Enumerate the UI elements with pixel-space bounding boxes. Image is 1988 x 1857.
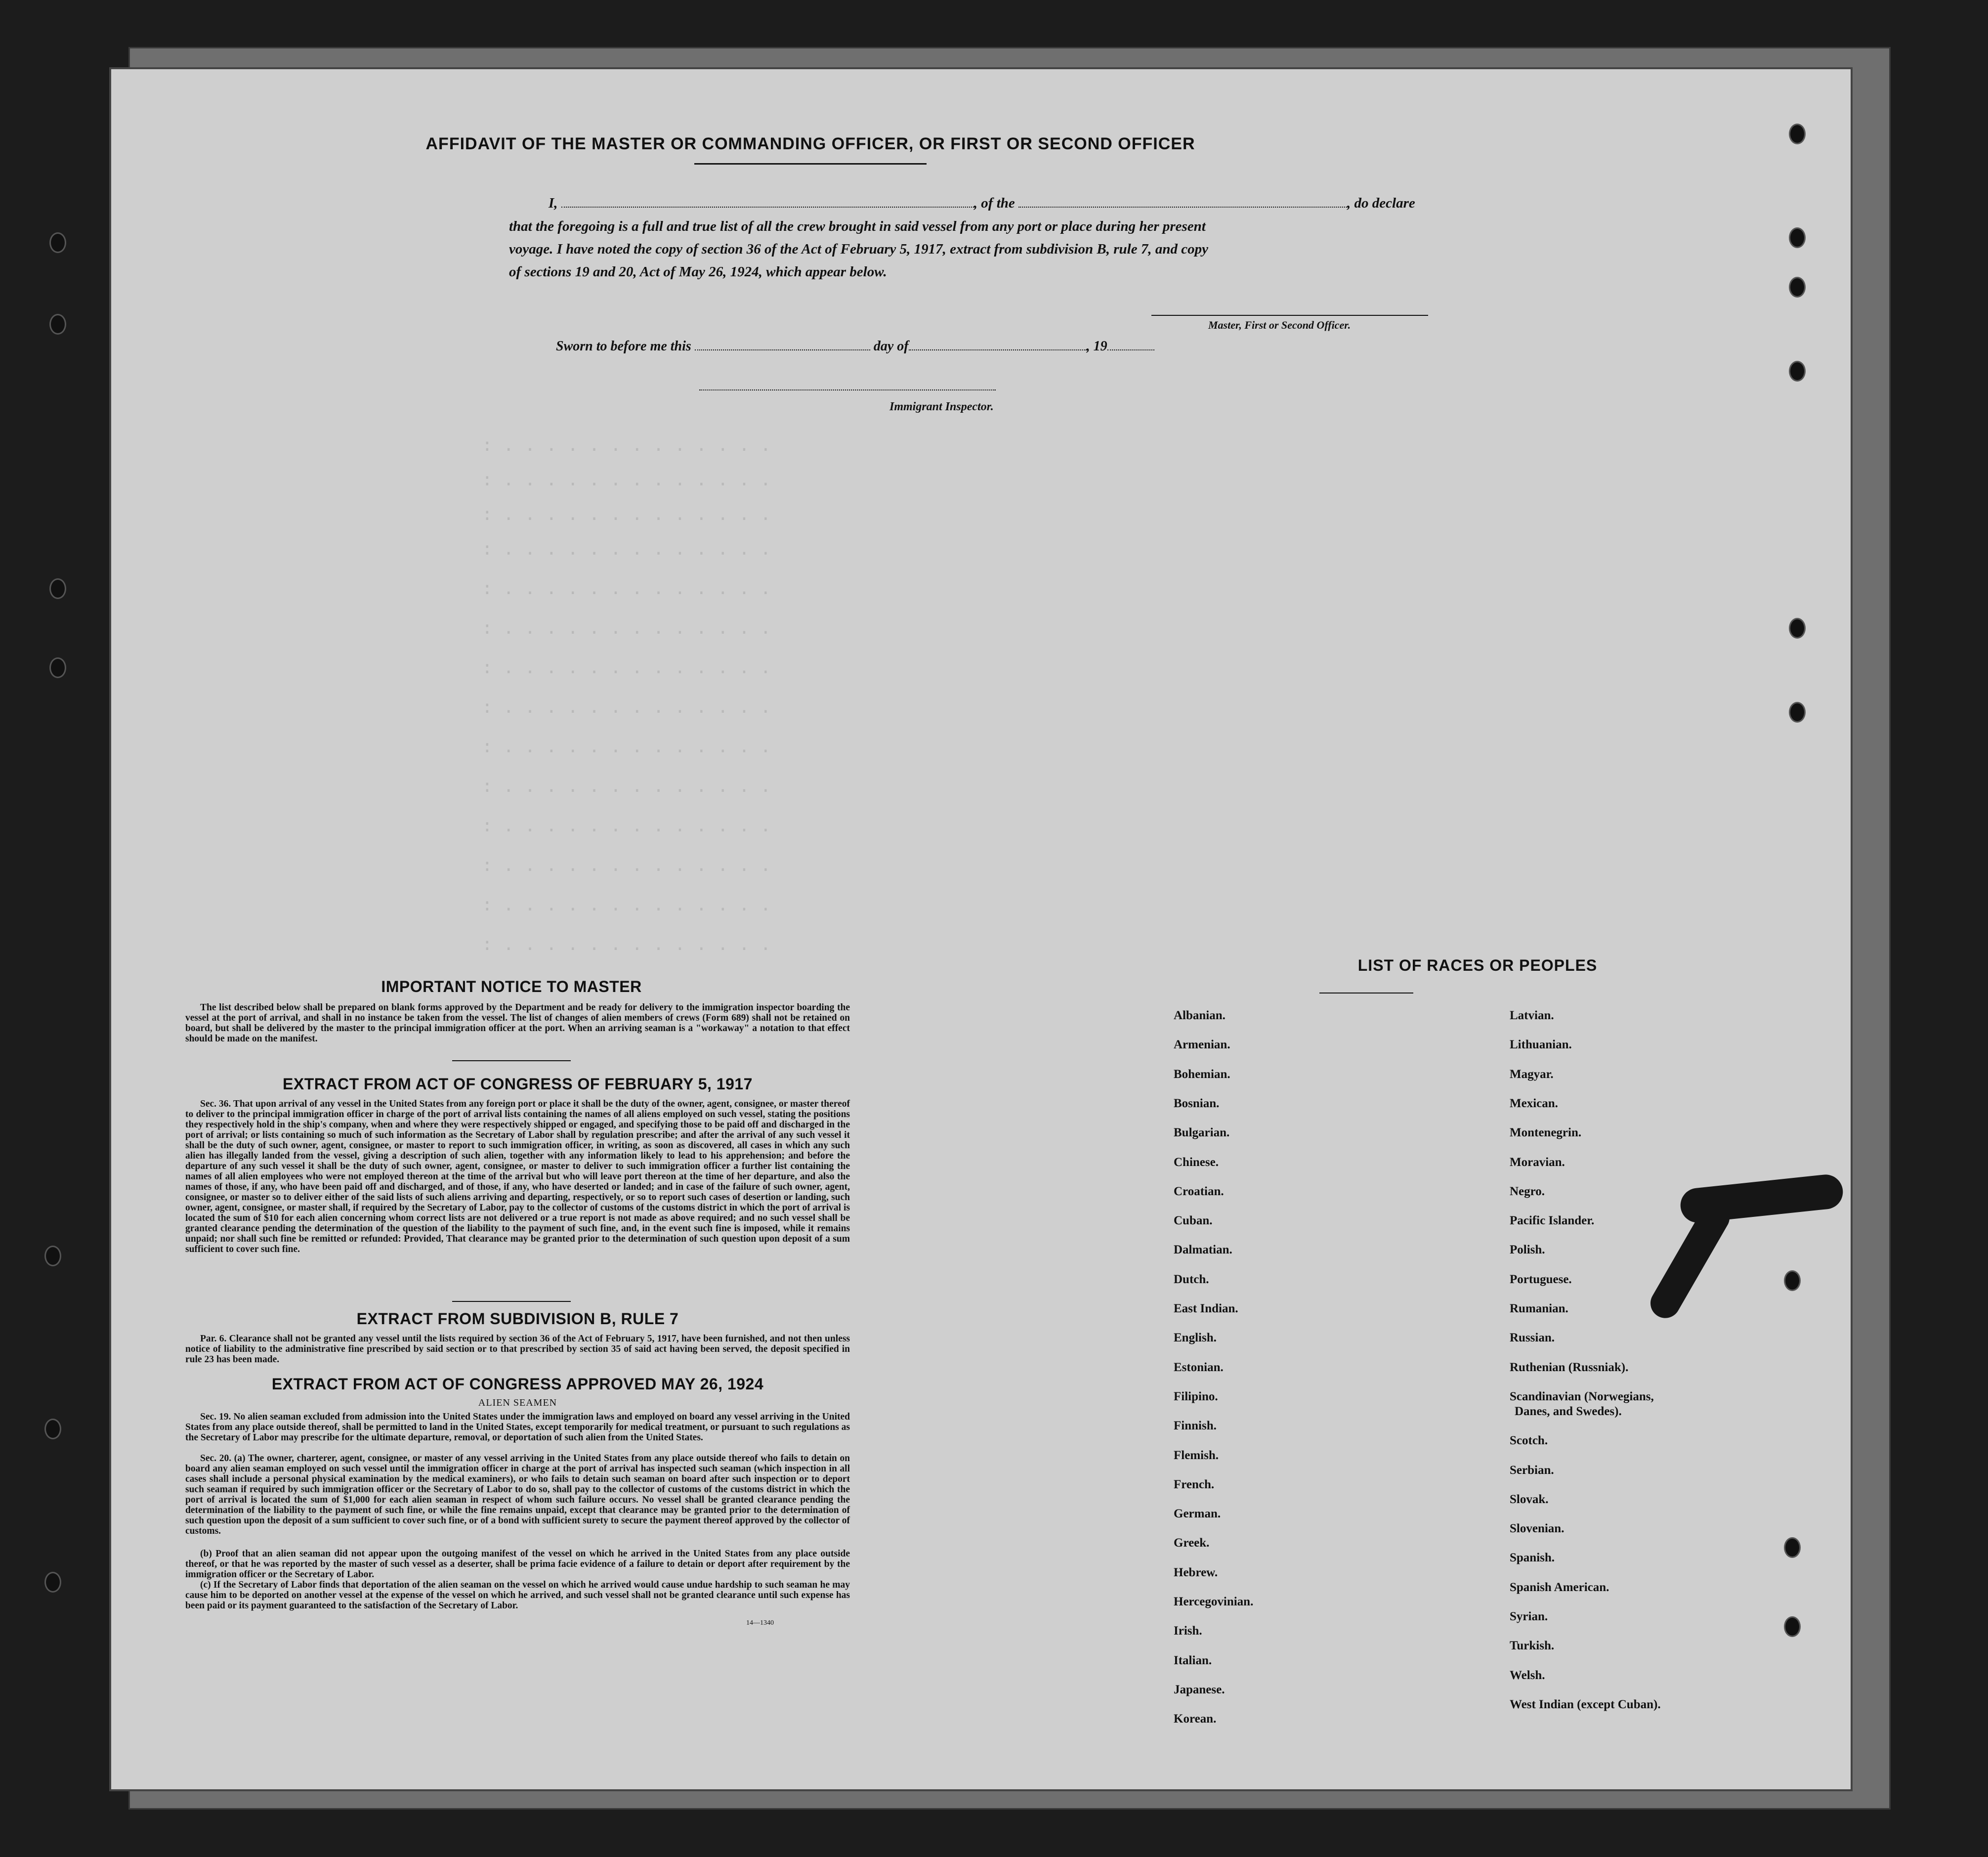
race-item: Chinese. [1174,1155,1219,1169]
race-item: Slovak. [1510,1492,1549,1506]
race-item: Welsh. [1510,1668,1545,1682]
race-item: French. [1174,1477,1215,1491]
race-item: Estonian. [1174,1360,1224,1374]
race-item: Finnish. [1174,1419,1217,1433]
extract-1924-title: EXTRACT FROM ACT OF CONGRESS APPROVED MAY 26, 1924 [271,1375,764,1393]
race-item: Hebrew. [1174,1565,1218,1579]
race-item: Albanian. [1174,1009,1226,1022]
affidavit-line-2: that the foregoing is a full and true list of all the crew brought in said vessel from any port or place during her present [509,218,1206,234]
race-item: Portuguese. [1510,1272,1572,1286]
notice-divider [452,1060,571,1061]
races-title: LIST OF RACES OR PEOPLES [1357,956,1598,974]
race-item: West Indian (except Cuban). [1510,1697,1661,1711]
notice-title: IMPORTANT NOTICE TO MASTER [381,978,642,995]
race-item: Ruthenian (Russniak). [1510,1360,1629,1374]
race-item: Scandinavian (Norwegians, [1510,1389,1654,1403]
sec19-text: Sec. 19. No alien seaman excluded from admission into the United States under the immigration laws and employed on board any vessel arriving in the United States from any place outside thereof, shall be permitted to land in the United States, except temporarily for medical treatment, or pursuant to such regulations as the Secretary of Labor may prescribe for the ultimate departure, removal, or deportation of such alien from the United States. [185,1412,850,1443]
affidavit-line-1 [549,195,1415,212]
extract-1924-subtitle: ALIEN SEAMEN [478,1397,557,1408]
sec20a-text: Sec. 20. (a) The owner, charterer, agent, consignee, or master of any vessel arriving in the United States from any place outside thereof who fails to detain on board any alien seaman employed on such vessel until the immigration officer in charge at the port of arrival has inspected such seaman (which inspection in all cases shall include a personal physical examination by the medical examiners), or who fails to detain such seaman on board after such inspection or to deport such seaman if required by such immigration officer or the Secretary of Labor to do so, shall pay to the collector of customs of the customs district in which the port of arrival is located the sum of $1,000 for each alien seaman in respect of whom such failure occurs. No vessel shall be granted clearance pending the determination of the liability to the payment of such fine, or while the fine remains unpaid, except that clearance may be granted prior to the determination of such question upon the deposit of a sum sufficient to cover such fine, or of a bond with sufficient surety to secure the payment thereof approved by the collector of customs. [185,1453,850,1536]
race-item: Irish. [1174,1624,1202,1638]
race-item: Rumanian. [1510,1302,1568,1315]
sworn-day-label: day of [873,339,909,354]
extract-1917-title: EXTRACT FROM ACT OF CONGRESS OF FEBRUARY 5, 1917 [283,1075,753,1093]
race-item: Dalmatian. [1174,1243,1232,1257]
race-item: Scotch. [1510,1434,1548,1448]
race-item: Montenegrin. [1510,1126,1582,1140]
race-item: Bosnian. [1174,1096,1220,1110]
race-item: Moravian. [1510,1155,1565,1169]
master-signature-line[interactable] [1151,315,1428,316]
race-item: East Indian. [1174,1302,1238,1315]
affidavit-line-4: of sections 19 and 20, Act of May 26, 1924, which appear below. [509,264,887,280]
race-item: Cuban. [1174,1214,1213,1228]
extract-1917-divider [452,1301,571,1302]
race-item: Japanese. [1174,1683,1225,1696]
race-item: Spanish. [1510,1551,1555,1565]
race-item: Lithuanian. [1510,1038,1572,1052]
race-item: Pacific Islander. [1510,1214,1595,1228]
affidavit-line1-start: I, [549,195,558,211]
race-item: Greek. [1174,1536,1210,1550]
race-item: Latvian. [1510,1009,1554,1022]
race-item: Syrian. [1510,1610,1548,1623]
race-item: Bulgarian. [1174,1126,1230,1140]
race-item: Magyar. [1510,1067,1554,1081]
race-item: Bohemian. [1174,1067,1230,1081]
inspector-signature-line[interactable] [699,389,996,390]
document-page: : . . . . . . . . . . . . . : . . . . . . . . . . . . . : . . . . . . . . . . . . . : . . . . . . . . . . . . . : . . . . . . . . . . . . . : . . . . . . . . . . . . . : . . . . . . . . . . . . . : . . . . . . . . . . . . . : . . . . . . . . . . . . . : . . . . . . . . . . . . . : . . . . . . . . . . . . . : . . . . . . . . . . . . . : . . . . . . . . . . . . . : . . . . . . . . . . . . . AFFIDAVIT OF THE MASTER OR COMMANDING OFFICER, OR FIRST OR SECOND OFFICER I, , of the , do declare that the foregoing is a full and true list of all the crew brought in said vessel from any port or place during her present voyage. I have noted the copy of section 36 of the Act of February 5, 1917, extract from subdivision B, rule 7, and copy of sections 19 and 20, Act of May 26, 1924, which appear below. Master, First or Second Officer. Sworn to before me this day of , 19 Immigrant Inspector. IMPORTANT NOTICE TO MASTER The list described below shall be prepared on blank forms approved by the Department and be ready for delivery to the immigration inspector boarding the vessel at the port of arrival, and shall in no instance be taken from the vessel. The list of changes of alien members of crews (Form 689) shall not be retained on board, but shall be delivered by the master to the principal immigration officer at the port. When an arriving seaman is a "workaway" a notation to that effect should be made on the manifest. EXTRACT FROM ACT OF CONGRESS OF FEBRUARY 5, 1917 Sec. 36. That upon arrival of any vessel in the United States from any foreign port or place it shall be the duty of the owner, agent, consignee, or master thereof to deliver to the principal immigration officer in charge of the port of arrival lists containing the names of all aliens employed on such vessel, stating the positions they respectively hold in the ship's company, when and where they were respectively shipped or engaged, and specifying those to be paid off and discharged in the port of arrival; or lists containing so much of such information as the Secretary of Labor shall by regulation prescribe; and after the arrival of any such vessel it shall be the duty of such owner, agent, consignee, or master to report to such immigration officer, in writing, as soon as discovered, all cases in which any such alien has illegally landed from the vessel, giving a description of such alien, together with any information likely to lead to his apprehension; and before the departure of any such vessel it shall be the duty of such owner, agent, consignee, or master to deliver to such immigration officer a further list containing the names of all alien employees who were not employed thereon at the time of the arrival but who will leave port thereon at the time of her departure, and also the names of those, if any, who have been paid off and discharged, and of those, if any, who have deserted or landed; and in case of the failure of such owner, agent, consignee, or master so to deliver either of the said lists of such aliens arriving and departing, respectively, or so to report such cases of desertion or landing, such owner, agent, consignee, or master shall, if required by the Secretary of Labor, pay to the collector of customs of the customs district in which the port of arrival is located the sum of $10 for each alien concerning whom correct lists are not delivered or a true report is not made as above required; and no such vessel shall be granted clearance pending the determination of the question of the liability to the payment of such fine, and, in the event such fine is imposed, while it remains unpaid; nor shall such fine be remitted or refunded: Provided, That clearance may be granted prior to the determination of such question upon deposit of a sum sufficient to cover such fine. EXTRACT FROM SUBDIVISION B, RULE 7 Par. 6. Clearance shall not be granted any vessel until the lists required by section 36 of the Act of February 5, 1917, have been furnished, and not then unless notice of liability to the administrative fine prescribed by said section or to that prescribed by section 35 of said act having been served, the deposit specified in rule 23 has been made. EXTRACT FROM ACT OF CONGRESS APPROVED MAY 26, 1924 ALIEN SEAMEN Sec. 19. No alien seaman excluded from admission into the United States under the immigration laws and employed on board any vessel arriving in the United States from any place outside thereof, shall be permitted to land in the United States, except temporarily for medical treatment, or pursuant to such regulations as the Secretary of Labor may prescribe for the ultimate departure, removal, or deportation of such alien from the United States. Sec. 20. (a) The owner, charterer, agent, consignee, or master of any vessel arriving in the United States from any place outside thereof who fails to detain on board any alien seaman employed on such vessel until the immigration officer in charge at the port of arrival has inspected such seaman (which inspection in all cases shall include a personal physical examination by the medical examiners), or who fails to detain such seaman on board after such inspection or to deport such seaman if required by such immigration officer or the Secretary of Labor to do so, shall pay to the collector of customs of the customs district in which the port of arrival is located the sum of $1,000 for each alien seaman in respect of whom such failure occurs. No vessel shall be granted clearance pending the determination of the liability to the payment of such fine, or while the fine remains unpaid, except that clearance may be granted prior to the determination of such question upon the deposit of a sum sufficient to cover such fine, or of a bond with sufficient surety to secure the payment thereof approved by the collector of customs. (b) Proof that an alien seaman did not appear upon the outgoing manifest of the vessel on which he arrived in the United States from any place outside thereof, or that he was reported by the master of such vessel as a deserter, shall be prima facie evidence of a failure to detain or deport after requirement by the immigration officer or the Secretary of Labor. (c) If the Secretary of Labor finds that deportation of the alien seaman on the vessel on which he arrived would cause undue hardship to such seaman he may cause him to be deported on another vessel at the expense of the vessel on which he arrived, and such vessel shall not be granted clearance until such expense has been paid or its payment guaranteed to the satisfaction of the Secretary of Labor. 14—1340 LIST OF RACES OR PEOPLES Albanian. Armenian. Bohemian. Bosnian. Bulgarian. Chinese. Croatian. Cuban. Dalmatian. Dutch. East Indian. English. Estonian. Filipino. Finnish. Flemish. French. German. Greek. Hebrew. Hercegovinian. Irish. Italian. Japanese. Korean. Latvian. Lithuanian. Magyar. Mexican. Montenegrin. Moravian. Negro. Pacific Islander. Polish. Portuguese. Rumanian. Russian. Ruthenian (Russniak). Scandinavian (Norwegians, Danes, and Swedes). Scotch. Serbian. Slovak. Slovenian. Spanish. Spanish American. Syrian. Turkish. Welsh. West Indian (except Cuban). [111,69,1851,1789]
inspector-label: Immigrant Inspector. [889,400,994,413]
sec20b-text: (b) Proof that an alien seaman did not appear upon the outgoing manifest of the vessel on which he arrived in the United States from any place outside thereof, or that he was reported by the master of such vessel as a deserter, shall be prima facie evidence of a failure to detain or deport after requirement by the immigration officer or the Secretary of Labor. [185,1549,850,1580]
race-item: Hercegovinian. [1174,1595,1254,1608]
race-item: Korean. [1174,1712,1217,1726]
race-item: Negro. [1510,1184,1545,1198]
affidavit-line1-end: , do declare [1347,195,1415,211]
race-item: Serbian. [1510,1463,1554,1477]
race-item: Mexican. [1510,1096,1558,1110]
race-item: Italian. [1174,1653,1212,1667]
sworn-year-label: , 19 [1086,339,1107,354]
race-item: Spanish American. [1510,1580,1609,1594]
sworn-day-field[interactable] [695,349,870,350]
extract-1917-text: Sec. 36. That upon arrival of any vessel in the United States from any foreign port or place it shall be the duty of the owner, agent, consignee, or master thereof to deliver to the principal immigration officer in charge of the port of arrival lists containing the names of all aliens employed on such vessel, stating the positions they respectively hold in the ship's company, when and where they were respectively shipped or engaged, and specifying those to be paid off and discharged in the port of arrival; or lists containing so much of such information as the Secretary of Labor shall by regulation prescribe; and after the arrival of any such vessel it shall be the duty of such owner, agent, consignee, or master to report to such immigration officer, in writing, as soon as discovered, all cases in which any such alien has illegally landed from the vessel, giving a description of such alien, together with any information likely to lead to his apprehension; and before the departure of any such vessel it shall be the duty of such owner, agent, consignee, or master to deliver to such immigration officer a further list containing the names of all alien employees who were not employed thereon at the time of the arrival but who will leave port thereon at the time of her departure, and also the names of those, if any, who have been paid off and discharged, and of those, if any, who have deserted or landed; and in case of the failure of such owner, agent, consignee, or master so to deliver either of the said lists of such aliens arriving and departing, respectively, or so to report such cases of desertion or landing, such owner, agent, consignee, or master shall, if required by the Secretary of Labor, pay to the collector of customs of the customs district in which the port of arrival is located the sum of $10 for each alien concerning whom correct lists are not delivered or a true report is not made as above required; and no such vessel shall be granted clearance pending the determination of the question of the liability to the payment of such fine, and, in the event such fine is imposed, while it remains unpaid; nor shall such fine be remitted or refunded: Provided, That clearance may be granted prior to the determination of such question upon deposit of a sum sufficient to cover such fine. [185,1099,850,1254]
sec20c-text: (c) If the Secretary of Labor finds that deportation of the alien seaman on the vessel on which he arrived would cause undue hardship to such seaman he may cause him to be deported on another vessel at the expense of the vessel on which he arrived, and such vessel shall not be granted clearance until such expense has been paid or its payment guaranteed to the satisfaction of the Secretary of Labor. [185,1580,850,1611]
sworn-prefix: Sworn to before me this [556,339,691,354]
race-item: Flemish. [1174,1448,1219,1462]
master-label: Master, First or Second Officer. [1208,319,1351,331]
affidavit-title: AFFIDAVIT OF THE MASTER OR COMMANDING OFFICER, OR FIRST OR SECOND OFFICER [425,134,1195,153]
race-item: Slovenian. [1510,1522,1565,1536]
race-item: Armenian. [1174,1038,1230,1052]
notice-text: The list described below shall be prepared on blank forms approved by the Department and be ready for delivery to the immigration inspector boarding the vessel at the port of arrival, and shall in no instance be taken from the vessel. The list of changes of alien members of crews (Form 689) shall not be retained on board, but shall be delivered by the master to the principal immigration officer at the port. When an arriving seaman is a "workaway" a notation to that effect should be made on the manifest. [185,1002,850,1044]
vessel-field[interactable] [1018,207,1347,208]
race-item: English. [1174,1331,1217,1345]
race-item: Russian. [1510,1331,1555,1345]
sworn-year-field[interactable] [1107,349,1154,350]
rule7-title: EXTRACT FROM SUBDIVISION B, RULE 7 [356,1310,679,1328]
sworn-month-field[interactable] [909,349,1087,350]
sworn-line [556,339,1154,354]
rule7-text: Par. 6. Clearance shall not be granted any vessel until the lists required by section 36 of the Act of February 5, 1917, have been furnished, and not then unless notice of liability to the administrative fine prescribed by said section or to that prescribed by section 35 of said act having been served, the deposit specified in rule 23 has been made. [185,1334,850,1365]
race-item: German. [1174,1507,1221,1521]
form-number: 14—1340 [746,1619,774,1627]
name-field[interactable] [561,207,974,208]
race-item: Danes, and Swedes). [1515,1404,1622,1418]
race-item: Croatian. [1174,1184,1224,1198]
affidavit-line-3: voyage. I have noted the copy of section 36 of the Act of February 5, 1917, extract from subdivision B, rule 7, and copy [509,241,1208,257]
race-item: Dutch. [1174,1272,1209,1286]
race-item: Polish. [1510,1243,1545,1257]
title-underline [694,163,927,165]
race-item: Filipino. [1174,1389,1218,1403]
affidavit-line1-mid: , of the [973,195,1015,211]
race-item: Turkish. [1510,1639,1555,1653]
